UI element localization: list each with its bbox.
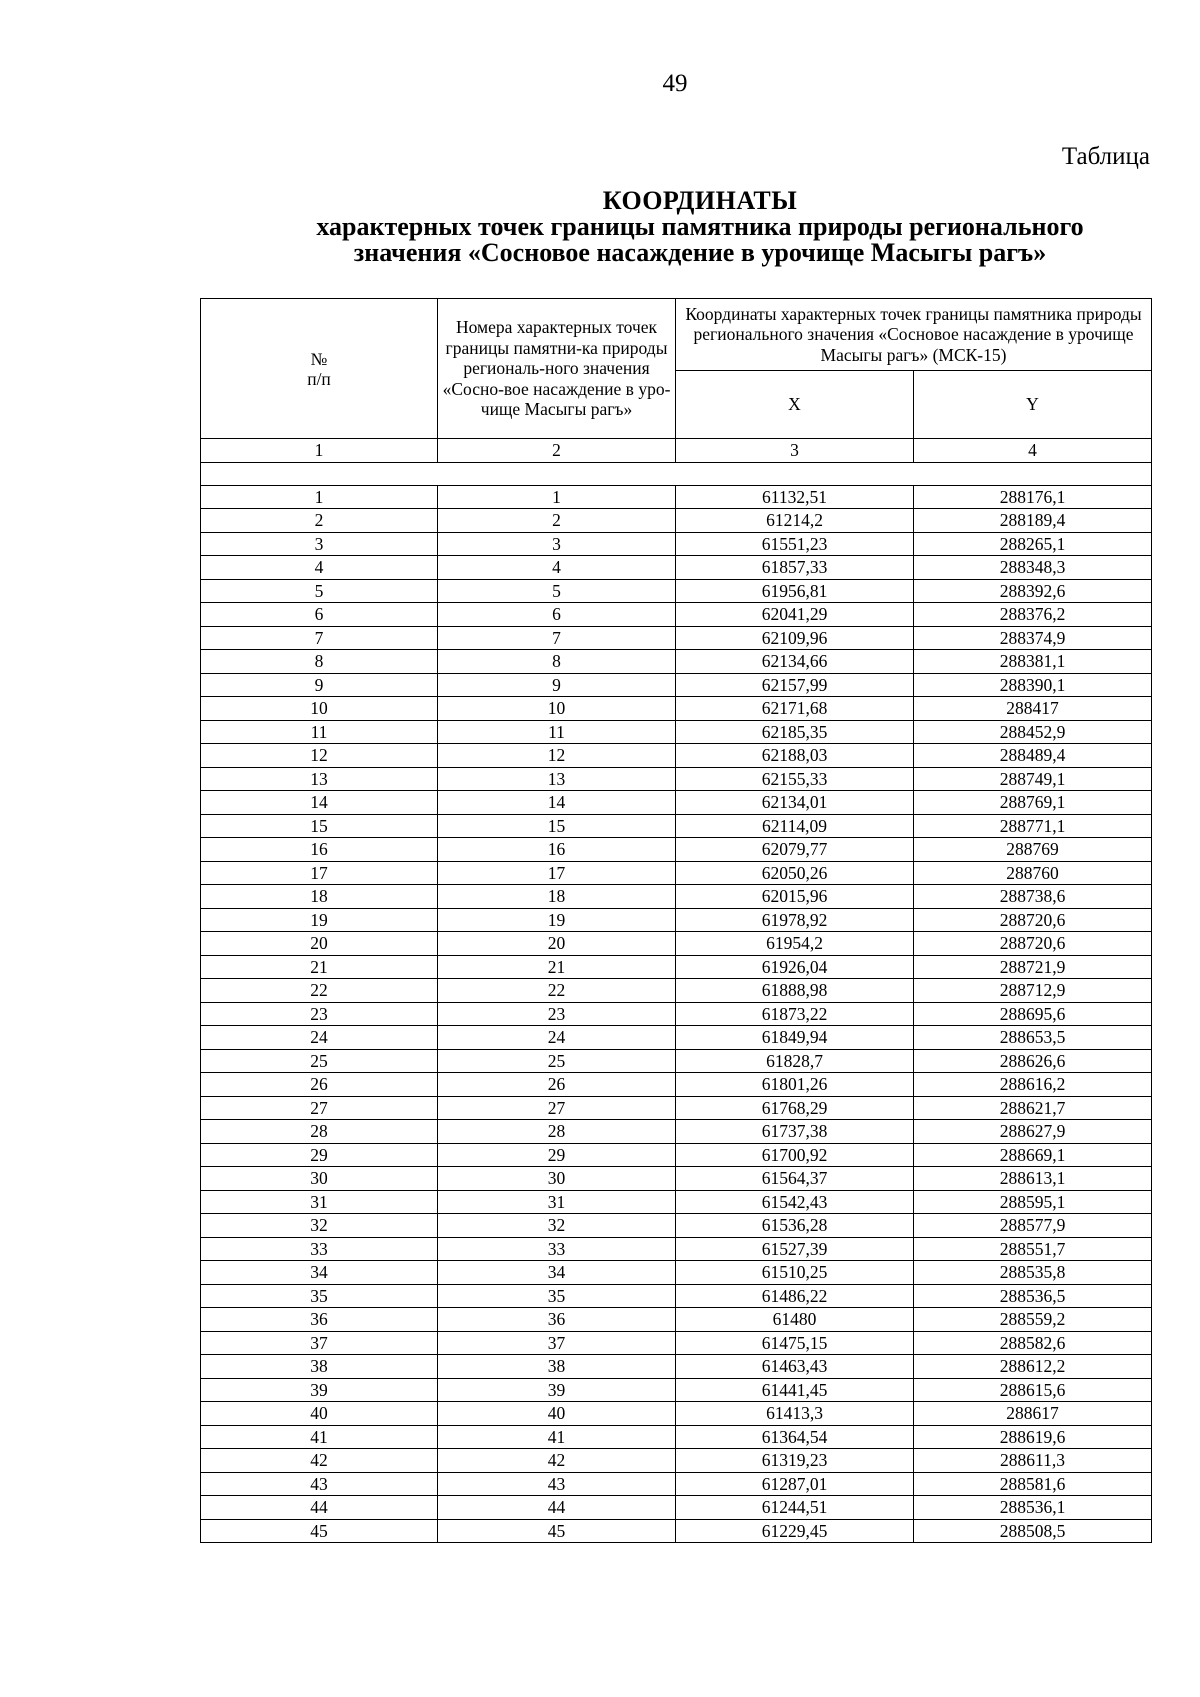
cell-point-number: 41 [438,1425,676,1449]
cell-row-number: 40 [201,1402,438,1426]
cell-y: 288653,5 [914,1026,1152,1050]
cell-y: 288536,5 [914,1284,1152,1308]
cell-point-number: 8 [438,650,676,674]
cell-x: 61737,38 [676,1120,914,1144]
table-row [201,1261,1152,1285]
cell-y: 288760 [914,861,1152,885]
cell-x: 62050,26 [676,861,914,885]
header-number-pp: п/п [307,368,331,389]
table-row [201,955,1152,979]
table-row [201,579,1152,603]
cell-y: 288771,1 [914,814,1152,838]
table-row [201,1284,1152,1308]
cell-x: 62134,01 [676,791,914,815]
cell-row-number: 26 [201,1073,438,1097]
cell-point-number: 26 [438,1073,676,1097]
cell-point-number: 18 [438,885,676,909]
cell-row-number: 38 [201,1355,438,1379]
cell-y: 288627,9 [914,1120,1152,1144]
cell-x: 61214,2 [676,509,914,533]
cell-point-number: 45 [438,1519,676,1543]
cell-x: 61551,23 [676,532,914,556]
cell-y: 288712,9 [914,979,1152,1003]
table-row [201,532,1152,556]
cell-y: 288489,4 [914,744,1152,768]
cell-y: 288738,6 [914,885,1152,909]
table-row [201,767,1152,791]
cell-row-number: 17 [201,861,438,885]
table-row [201,1120,1152,1144]
cell-x: 61486,22 [676,1284,914,1308]
cell-y: 288611,3 [914,1449,1152,1473]
cell-point-number: 32 [438,1214,676,1238]
cell-row-number: 9 [201,673,438,697]
table-row [201,1331,1152,1355]
cell-point-number: 42 [438,1449,676,1473]
cell-row-number: 41 [201,1425,438,1449]
cell-x: 61801,26 [676,1073,914,1097]
cell-y: 288595,1 [914,1190,1152,1214]
table-row [201,1073,1152,1097]
cell-x: 61768,29 [676,1096,914,1120]
cell-row-number: 35 [201,1284,438,1308]
cell-row-number: 4 [201,556,438,580]
cell-x: 61480 [676,1308,914,1332]
table-row [201,1425,1152,1449]
cell-x: 61244,51 [676,1496,914,1520]
cell-row-number: 18 [201,885,438,909]
cell-point-number: 9 [438,673,676,697]
cell-x: 62114,09 [676,814,914,838]
cell-point-number: 16 [438,838,676,862]
cell-x: 62155,33 [676,767,914,791]
cell-point-number: 35 [438,1284,676,1308]
header-coordinates: Координаты характерных точек границы памятника природы регионального значения «Сосновое насаждение в урочище Масыгы рагъ» (МСК-15) [676,299,1152,371]
cell-y: 288769,1 [914,791,1152,815]
cell-x: 61978,92 [676,908,914,932]
table-row [201,979,1152,1003]
cell-x: 61510,25 [676,1261,914,1285]
cell-row-number: 19 [201,908,438,932]
cell-row-number: 14 [201,791,438,815]
cell-row-number: 31 [201,1190,438,1214]
cell-y: 288535,8 [914,1261,1152,1285]
cell-y: 288721,9 [914,955,1152,979]
cell-row-number: 36 [201,1308,438,1332]
cell-point-number: 20 [438,932,676,956]
cell-x: 61857,33 [676,556,914,580]
cell-y: 288348,3 [914,556,1152,580]
cell-y: 288615,6 [914,1378,1152,1402]
table-row [201,1096,1152,1120]
cell-row-number: 42 [201,1449,438,1473]
cell-point-number: 19 [438,908,676,932]
table-row [201,1496,1152,1520]
cell-row-number: 2 [201,509,438,533]
cell-point-number: 36 [438,1308,676,1332]
table-row [201,1378,1152,1402]
cell-point-number: 10 [438,697,676,721]
cell-y: 288612,2 [914,1355,1152,1379]
column-number: 2 [438,439,676,463]
cell-row-number: 25 [201,1049,438,1073]
cell-point-number: 21 [438,955,676,979]
cell-x: 61564,37 [676,1167,914,1191]
cell-x: 61954,2 [676,932,914,956]
header-y: Y [914,371,1152,439]
cell-y: 288749,1 [914,767,1152,791]
table-row [201,720,1152,744]
cell-row-number: 13 [201,767,438,791]
table-row [201,838,1152,862]
cell-row-number: 34 [201,1261,438,1285]
header-point-numbers: Номера характерных точек границы памятни-ка природы региональ-ного значения «Сосно-вое насаждение в уро-чище Масыгы рагъ» [438,299,676,439]
document-title [200,188,1200,266]
cell-x: 61527,39 [676,1237,914,1261]
cell-row-number: 27 [201,1096,438,1120]
cell-point-number: 22 [438,979,676,1003]
cell-y: 288669,1 [914,1143,1152,1167]
header-number-cell [201,299,438,439]
cell-point-number: 6 [438,603,676,627]
cell-y: 288376,2 [914,603,1152,627]
table-row [201,1002,1152,1026]
table-row [201,556,1152,580]
table-row [201,908,1152,932]
cell-row-number: 29 [201,1143,438,1167]
cell-row-number: 28 [201,1120,438,1144]
header-x: X [676,371,914,439]
page-number: 49 [662,70,688,97]
cell-x: 61888,98 [676,979,914,1003]
cell-point-number: 17 [438,861,676,885]
cell-x: 61287,01 [676,1472,914,1496]
table-row [201,509,1152,533]
cell-point-number: 27 [438,1096,676,1120]
cell-y: 288508,5 [914,1519,1152,1543]
cell-x: 62079,77 [676,838,914,862]
table-row [201,650,1152,674]
cell-point-number: 30 [438,1167,676,1191]
cell-y: 288536,1 [914,1496,1152,1520]
table-row [201,1167,1152,1191]
cell-x: 61229,45 [676,1519,914,1543]
cell-point-number: 7 [438,626,676,650]
cell-row-number: 11 [201,720,438,744]
table-row [201,626,1152,650]
cell-row-number: 44 [201,1496,438,1520]
cell-point-number: 23 [438,1002,676,1026]
cell-point-number: 29 [438,1143,676,1167]
table-row [201,1402,1152,1426]
cell-row-number: 37 [201,1331,438,1355]
empty-cell [201,462,1152,485]
cell-y: 288617 [914,1402,1152,1426]
cell-row-number: 10 [201,697,438,721]
cell-y: 288189,4 [914,509,1152,533]
cell-row-number: 30 [201,1167,438,1191]
cell-y: 288390,1 [914,673,1152,697]
cell-x: 62157,99 [676,673,914,697]
cell-x: 61700,92 [676,1143,914,1167]
cell-x: 61132,51 [676,485,914,509]
coordinates-table [200,298,1152,1543]
cell-y: 288176,1 [914,485,1152,509]
cell-x: 61873,22 [676,1002,914,1026]
cell-y: 288577,9 [914,1214,1152,1238]
cell-point-number: 43 [438,1472,676,1496]
table-row [201,1472,1152,1496]
cell-y: 288581,6 [914,1472,1152,1496]
title-line-3: значения «Сосновое насаждение в урочище Масыгы рагъ» [353,238,1047,267]
table-row [201,1308,1152,1332]
cell-point-number: 1 [438,485,676,509]
cell-y: 288769 [914,838,1152,862]
title-line-2: характерных точек границы памятника природы регионального [316,212,1084,241]
title-main: КООРДИНАТЫ [602,186,798,215]
table-row [201,814,1152,838]
cell-x: 61926,04 [676,955,914,979]
cell-y: 288559,2 [914,1308,1152,1332]
column-number: 3 [676,439,914,463]
cell-y: 288582,6 [914,1331,1152,1355]
cell-y: 288621,7 [914,1096,1152,1120]
table-row [201,1214,1152,1238]
cell-row-number: 8 [201,650,438,674]
cell-y: 288619,6 [914,1425,1152,1449]
table-row [201,1449,1152,1473]
table-row [201,697,1152,721]
cell-point-number: 31 [438,1190,676,1214]
cell-row-number: 1 [201,485,438,509]
cell-x: 62015,96 [676,885,914,909]
column-number-row [201,439,1152,463]
cell-point-number: 14 [438,791,676,815]
table-label: Таблица [1061,143,1150,170]
cell-x: 62109,96 [676,626,914,650]
cell-y: 288265,1 [914,532,1152,556]
cell-row-number: 24 [201,1026,438,1050]
cell-y: 288720,6 [914,908,1152,932]
cell-row-number: 12 [201,744,438,768]
cell-point-number: 25 [438,1049,676,1073]
cell-point-number: 3 [438,532,676,556]
cell-x: 61536,28 [676,1214,914,1238]
table-row [201,932,1152,956]
table-row [201,861,1152,885]
cell-point-number: 15 [438,814,676,838]
cell-row-number: 20 [201,932,438,956]
cell-x: 61475,15 [676,1331,914,1355]
cell-point-number: 4 [438,556,676,580]
header-number-symbol: № [310,348,328,369]
cell-row-number: 33 [201,1237,438,1261]
cell-row-number: 32 [201,1214,438,1238]
cell-x: 61441,45 [676,1378,914,1402]
column-number: 1 [201,439,438,463]
cell-point-number: 24 [438,1026,676,1050]
table-row [201,485,1152,509]
cell-point-number: 33 [438,1237,676,1261]
cell-row-number: 3 [201,532,438,556]
cell-row-number: 23 [201,1002,438,1026]
cell-y: 288626,6 [914,1049,1152,1073]
cell-point-number: 40 [438,1402,676,1426]
table-row [201,673,1152,697]
cell-x: 62185,35 [676,720,914,744]
cell-y: 288452,9 [914,720,1152,744]
table-row [201,603,1152,627]
cell-x: 61319,23 [676,1449,914,1473]
cell-x: 61463,43 [676,1355,914,1379]
cell-point-number: 28 [438,1120,676,1144]
cell-y: 288374,9 [914,626,1152,650]
cell-x: 61828,7 [676,1049,914,1073]
table-row [201,1519,1152,1543]
cell-x: 61364,54 [676,1425,914,1449]
cell-x: 61849,94 [676,1026,914,1050]
cell-row-number: 39 [201,1378,438,1402]
cell-y: 288392,6 [914,579,1152,603]
cell-y: 288695,6 [914,1002,1152,1026]
cell-y: 288381,1 [914,650,1152,674]
cell-row-number: 43 [201,1472,438,1496]
cell-point-number: 44 [438,1496,676,1520]
cell-row-number: 15 [201,814,438,838]
table-row [201,1237,1152,1261]
cell-row-number: 45 [201,1519,438,1543]
header-row [201,299,1152,371]
cell-y: 288616,2 [914,1073,1152,1097]
cell-point-number: 11 [438,720,676,744]
cell-row-number: 7 [201,626,438,650]
cell-x: 62171,68 [676,697,914,721]
cell-x: 61413,3 [676,1402,914,1426]
cell-x: 61956,81 [676,579,914,603]
table-row [201,1190,1152,1214]
cell-y: 288720,6 [914,932,1152,956]
cell-point-number: 12 [438,744,676,768]
cell-row-number: 16 [201,838,438,862]
cell-row-number: 6 [201,603,438,627]
cell-row-number: 5 [201,579,438,603]
cell-point-number: 39 [438,1378,676,1402]
cell-point-number: 2 [438,509,676,533]
cell-y: 288417 [914,697,1152,721]
cell-x: 61542,43 [676,1190,914,1214]
cell-y: 288551,7 [914,1237,1152,1261]
cell-point-number: 5 [438,579,676,603]
table-row [201,1026,1152,1050]
column-number: 4 [914,439,1152,463]
empty-row [201,462,1152,485]
cell-row-number: 22 [201,979,438,1003]
cell-point-number: 37 [438,1331,676,1355]
cell-point-number: 38 [438,1355,676,1379]
table-row [201,885,1152,909]
table-row [201,791,1152,815]
cell-x: 62188,03 [676,744,914,768]
cell-y: 288613,1 [914,1167,1152,1191]
cell-point-number: 34 [438,1261,676,1285]
cell-x: 62134,66 [676,650,914,674]
cell-point-number: 13 [438,767,676,791]
table-row [201,1143,1152,1167]
table-row [201,744,1152,768]
table-row [201,1355,1152,1379]
table-row [201,1049,1152,1073]
cell-row-number: 21 [201,955,438,979]
cell-x: 62041,29 [676,603,914,627]
